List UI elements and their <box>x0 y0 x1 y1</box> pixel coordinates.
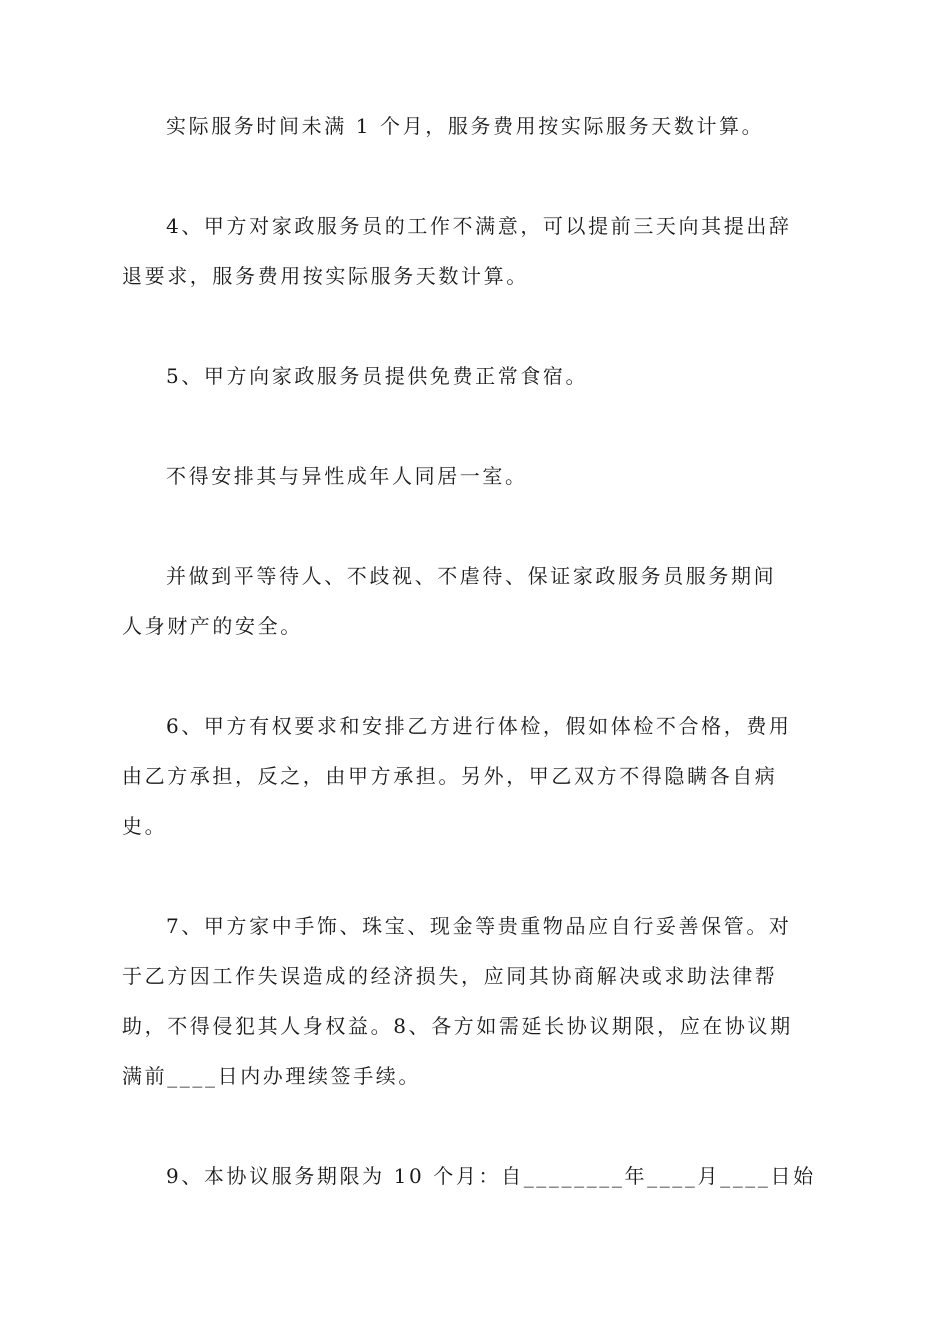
text-line: 满前____日内办理续签手续。 <box>122 1064 421 1088</box>
text-line: 人身财产的安全。 <box>122 614 303 638</box>
text-line: 并做到平等待人、不歧视、不虐待、保证家政服务员服务期间 <box>166 564 777 588</box>
text-line: 由乙方承担，反之，由甲方承担。另外，甲乙双方不得隐瞒各自病 <box>122 764 778 788</box>
text-line: 4、甲方对家政服务员的工作不满意，可以提前三天向其提出辞 <box>166 214 792 238</box>
text-line: 9、本协议服务期限为 10 个月：自________年____月____日始 <box>166 1164 816 1188</box>
text-line: 于乙方因工作失误造成的经济损失，应同其协商解决或求助法律帮 <box>122 964 778 988</box>
text-line: 退要求，服务费用按实际服务天数计算。 <box>122 264 529 288</box>
text-line: 史。 <box>122 814 168 838</box>
text-line: 7、甲方家中手饰、珠宝、现金等贵重物品应自行妥善保管。对 <box>166 914 792 938</box>
text-line: 6、甲方有权要求和安排乙方进行体检，假如体检不合格，费用 <box>166 714 792 738</box>
text-line: 不得安排其与异性成年人同居一室。 <box>166 464 528 488</box>
text-line: 5、甲方向家政服务员提供免费正常食宿。 <box>166 364 589 388</box>
text-line: 助，不得侵犯其人身权益。8、各方如需延长协议期限，应在协议期 <box>122 1014 793 1038</box>
text-line: 实际服务时间未满 1 个月，服务费用按实际服务天数计算。 <box>166 114 765 138</box>
